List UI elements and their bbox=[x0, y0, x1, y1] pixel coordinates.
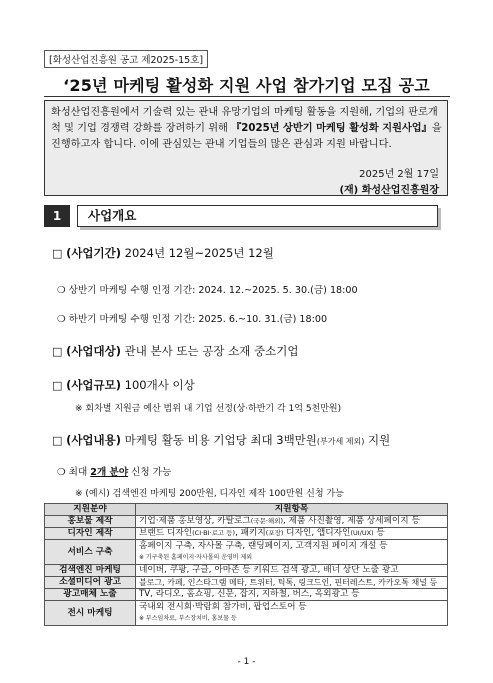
title-underline bbox=[44, 96, 450, 97]
table-field: 검색엔진 마케팅 bbox=[45, 565, 136, 577]
table-field: 광고매체 노출 bbox=[45, 589, 136, 601]
item-key: (사업규모) bbox=[66, 378, 122, 392]
item-underlined: 2개 분야 bbox=[90, 467, 129, 478]
item-text: 하반기 마케팅 수행 인정 기간: 2025. 6.~10. 31.(금) 18:00 bbox=[68, 314, 328, 325]
item-value: 관내 본사 또는 공장 소재 중소기업 bbox=[124, 344, 299, 358]
cell-text: , 패키지 bbox=[235, 528, 266, 538]
table-items bbox=[136, 516, 448, 528]
page-title: ‘25년 마케팅 활성화 지원 사업 참가기업 모집 공고 bbox=[63, 76, 430, 95]
circle-bullet-icon: ❍ bbox=[57, 314, 66, 325]
cell-text: 기업·제품 홍보영상, 카탈로그 bbox=[139, 516, 251, 526]
cell-text: 국내외 전시회·박람회 참가비, 팝업스토어 등 bbox=[139, 602, 307, 612]
item-scale bbox=[52, 377, 195, 393]
item-content bbox=[52, 432, 390, 448]
cell-text-small: (국문·해외) bbox=[250, 517, 284, 525]
item-value: 2024년 12월~2025년 12월 bbox=[124, 246, 274, 260]
table-header: 지원항목 bbox=[136, 504, 448, 516]
apply-note: ※ (예시) 검색엔진 마케팅 200만원, 디자인 제작 100만원 신청 가능 bbox=[75, 489, 344, 499]
checkbox-glyph: □ bbox=[52, 247, 63, 260]
notice-number: [화성산업진흥원 공고 제2025-15호] bbox=[44, 50, 208, 68]
item-key: (사업내용) bbox=[66, 433, 122, 447]
table-items bbox=[136, 601, 448, 626]
item-apply bbox=[57, 464, 171, 478]
table-header: 지원분야 bbox=[45, 504, 136, 516]
table-row bbox=[45, 601, 448, 626]
cell-text: , 제품 사진촬영, 제품 상세페이지 등 bbox=[283, 516, 420, 526]
checkbox-glyph: □ bbox=[52, 379, 63, 392]
intro-text-part-1: 화성산업진흥원에서 기술력 있는 관내 유망기업의 마케팅 활동을 지원해, 기업의 판로개척 및 기업 경쟁력 강화를 장려하기 위해 bbox=[51, 107, 438, 134]
cell-text: 홈페이지 구축, 자사몰 구축, 랜딩페이지, 고객지원 페이지 개설 등 bbox=[139, 541, 388, 551]
intro-box bbox=[44, 100, 448, 196]
cell-text-small: (UI/UX) bbox=[350, 529, 374, 537]
cell-note: ※ 부스임차료, 부스장치비, 홍보물 등 bbox=[139, 615, 237, 622]
support-table bbox=[44, 503, 448, 626]
item-value-small: (부가세 제외) bbox=[316, 437, 365, 446]
table-row bbox=[45, 540, 448, 565]
circle-bullet-icon: ❍ bbox=[57, 285, 66, 296]
item-value-end: 지원 bbox=[364, 433, 391, 447]
intro-highlight: 『2025년 상반기 마케팅 활성화 지원사업』 bbox=[231, 123, 432, 134]
item-key: (사업대상) bbox=[66, 344, 122, 358]
table-row bbox=[45, 565, 448, 577]
intro-text bbox=[51, 105, 445, 153]
table-items bbox=[136, 540, 448, 565]
table-field: 서비스 구축 bbox=[45, 540, 136, 565]
table-items bbox=[136, 528, 448, 540]
item-value: 마케팅 활동 비용 기업당 최대 3백만원 bbox=[124, 433, 317, 447]
cell-text: 브랜드 디자인 bbox=[139, 528, 193, 538]
scale-note: ※ 회차별 지원금 예산 범위 내 기업 선정(상·하반기 각 1억 5천만원) bbox=[75, 404, 342, 414]
table-row bbox=[45, 516, 448, 528]
item-text: 최대 bbox=[68, 467, 91, 478]
intro-text-part-2: 을 진행하고자 합니다. 이에 관심있는 관내 기업들의 많은 관심과 지원 바랍니다. bbox=[51, 123, 442, 150]
cell-text: 등 bbox=[373, 528, 385, 538]
item-target bbox=[52, 343, 298, 359]
circle-bullet-icon: ❍ bbox=[57, 467, 66, 478]
checkbox-glyph: □ bbox=[52, 345, 63, 358]
issuer-signature: (재) 화성산업진흥원장 bbox=[339, 185, 439, 196]
section-title: 사업개요 bbox=[77, 205, 438, 227]
item-key: (사업기간) bbox=[66, 246, 122, 260]
item-text-end: 신청 가능 bbox=[128, 467, 172, 478]
table-field: 홍보물 제작 bbox=[45, 516, 136, 528]
cell-note: ※ 기구축된 홈페이지·자사몰의 운영비 제외 bbox=[139, 554, 253, 561]
cell-text: 디자인, 앱디자인 bbox=[283, 528, 351, 538]
item-text: 상반기 마케팅 수행 인정 기간: 2024. 12.~2025. 5. 30.(금) 18:00 bbox=[68, 285, 358, 296]
table-items: 네이버, 쿠팡, 구글, 아마존 등 키워드 검색 광고, 배너 상단 노출 광고 bbox=[136, 565, 448, 577]
table-items: TV, 라디오, 홈쇼핑, 신문, 잡지, 지하철, 버스, 옥외광고 등 bbox=[136, 589, 448, 601]
item-period-second-half bbox=[57, 311, 327, 325]
table-field: 디자인 제작 bbox=[45, 528, 136, 540]
table-items: 블로그, 카페, 인스타그램 메타, 트위터, 틱톡, 링크드인, 핀터레스트, 카카오톡 채널 등 bbox=[136, 577, 448, 589]
item-value: 100개사 이상 bbox=[124, 378, 195, 392]
table-field: 소셜미디어 광고 bbox=[45, 577, 136, 589]
section-number: 1 bbox=[44, 205, 70, 227]
table-field: 전시 마케팅 bbox=[45, 601, 136, 626]
checkbox-glyph: □ bbox=[52, 434, 63, 447]
table-row bbox=[45, 528, 448, 540]
cell-text-small: (포장) bbox=[265, 529, 284, 537]
table-row bbox=[45, 577, 448, 589]
announcement-date: 2025년 2월 17일 bbox=[359, 169, 439, 180]
item-period bbox=[52, 245, 274, 261]
page-number: - 1 - bbox=[237, 657, 256, 667]
cell-text-small: (CI·BI·로고 등) bbox=[192, 529, 236, 537]
item-period-first-half bbox=[57, 282, 358, 296]
table-row bbox=[45, 589, 448, 601]
table-header-row bbox=[45, 504, 448, 516]
